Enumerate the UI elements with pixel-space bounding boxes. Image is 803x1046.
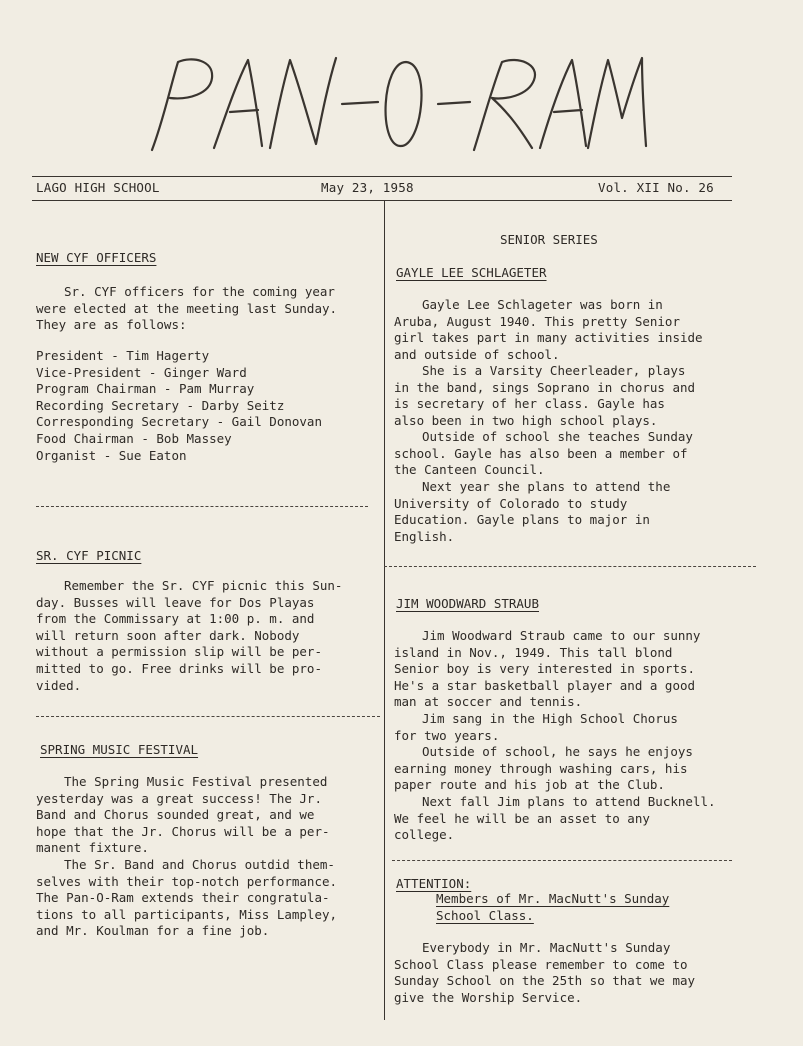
text-line: Members of Mr. MacNutt's Sunday [436, 891, 670, 906]
text-line: Aruba, August 1940. This pretty Senior [394, 313, 680, 329]
list-item: President - Tim Hagerty [36, 348, 210, 363]
jim-heading: JIM WOODWARD STRAUB [396, 596, 539, 611]
section-divider [392, 860, 732, 861]
gayle-heading: GAYLE LEE SCHLAGETER [396, 265, 547, 280]
text-line: will return soon after dark. Nobody [36, 627, 300, 643]
jim-body-2 [394, 711, 750, 744]
text-line: He's a star basketball player and a good [394, 677, 696, 693]
gayle-body-2 [394, 363, 750, 429]
list-item: Corresponding Secretary - Gail Donovan [36, 414, 322, 430]
text-line: Outside of school she teaches Sunday [422, 429, 693, 444]
text-line: Senior boy is very interested in sports. [394, 661, 696, 677]
text-line: Jim Woodward Straub came to our sunny [422, 628, 701, 643]
masthead-title [130, 48, 650, 156]
music-festival-body-2 [36, 857, 366, 940]
masthead-handdrawn-title [130, 48, 650, 156]
jim-body-4 [394, 794, 750, 844]
volume-number: Vol. XII No. 26 [598, 180, 714, 195]
text-line: School Class. [436, 907, 534, 923]
text-line: from the Commissary at 1:00 p. m. and [36, 611, 315, 627]
section-divider [36, 506, 368, 507]
text-line: Education. Gayle plans to major in [394, 512, 650, 528]
jim-body-1 [394, 628, 750, 711]
text-line: girl takes part in many activities inside [394, 330, 703, 346]
text-line: Next year she plans to attend the [422, 479, 671, 494]
text-line: island in Nov., 1949. This tall blond [394, 644, 673, 660]
picnic-heading: SR. CYF PICNIC [36, 548, 142, 563]
text-line: and Mr. Koulman for a fine job. [36, 923, 270, 939]
school-name: LAGO HIGH SCHOOL [36, 180, 160, 195]
header-bottom-rule [32, 200, 732, 201]
text-line: The Sr. Band and Chorus outdid them- [64, 857, 335, 872]
list-item: Vice-President - Ginger Ward [36, 364, 247, 380]
list-item: Food Chairman - Bob Massey [36, 430, 232, 446]
text-line: They are as follows: [36, 317, 187, 333]
text-line: the Canteen Council. [394, 462, 545, 478]
text-line: without a permission slip will be per- [36, 644, 322, 660]
text-line: hope that the Jr. Chorus will be a per- [36, 823, 330, 839]
gayle-body-3 [394, 429, 750, 479]
attention-heading: ATTENTION: [396, 876, 472, 891]
text-line: mitted to go. Free drinks will be pro- [36, 660, 322, 676]
header-top-rule [32, 176, 732, 177]
issue-date: May 23, 1958 [321, 180, 414, 195]
text-line: Outside of school, he says he enjoys [422, 744, 693, 759]
cyf-officers-heading: NEW CYF OFFICERS [36, 250, 157, 265]
text-line: University of Colorado to study [394, 495, 628, 511]
text-line: The Pan-O-Ram extends their congratula- [36, 890, 330, 906]
text-line: is secretary of her class. Gayle has [394, 396, 665, 412]
text-line: give the Worship Service. [394, 989, 583, 1005]
text-line: school. Gayle has also been a member of [394, 445, 688, 461]
attention-body [394, 940, 750, 1006]
section-divider [384, 566, 756, 567]
text-line: selves with their top-notch performance. [36, 873, 338, 889]
text-line: tions to all participants, Miss Lampley, [36, 906, 338, 922]
text-line: man at soccer and tennis. [394, 694, 583, 710]
text-line: The Spring Music Festival presented [64, 774, 328, 789]
text-line: English. [394, 528, 455, 544]
text-line: Remember the Sr. CYF picnic this Sun- [64, 578, 343, 593]
text-line: college. [394, 827, 455, 843]
music-festival-heading: SPRING MUSIC FESTIVAL [40, 742, 199, 757]
section-divider [36, 716, 380, 717]
text-line: Sunday School on the 25th so that we may [394, 973, 696, 989]
cyf-officers-intro [36, 284, 366, 334]
text-line: Sr. CYF officers for the coming year [64, 284, 335, 299]
column-divider [384, 200, 385, 1020]
text-line: Jim sang in the High School Chorus [422, 711, 678, 726]
text-line: Gayle Lee Schlageter was born in [422, 297, 663, 312]
text-line: vided. [36, 677, 82, 693]
text-line: School Class please remember to come to [394, 956, 688, 972]
text-line: Next fall Jim plans to attend Bucknell. [422, 794, 716, 809]
picnic-body [36, 578, 366, 694]
jim-body-3 [394, 744, 750, 794]
text-line: We feel he will be an asset to any [394, 810, 650, 826]
text-line: in the band, sings Soprano in chorus and [394, 379, 696, 395]
list-item: Organist - Sue Eaton [36, 447, 187, 463]
text-line: She is a Varsity Cheerleader, plays [422, 363, 686, 378]
text-line: yesterday was a great success! The Jr. [36, 790, 322, 806]
gayle-body-1 [394, 297, 750, 363]
list-item: Program Chairman - Pam Murray [36, 381, 255, 397]
attention-subheading [436, 891, 736, 924]
list-item: Recording Secretary - Darby Seitz [36, 397, 285, 413]
music-festival-body-1 [36, 774, 366, 857]
text-line: paper route and his job at the Club. [394, 777, 665, 793]
text-line: for two years. [394, 727, 500, 743]
text-line: were elected at the meeting last Sunday. [36, 300, 338, 316]
text-line: earning money through washing cars, his [394, 760, 688, 776]
text-line: and outside of school. [394, 346, 560, 362]
text-line: also been in two high school plays. [394, 412, 658, 428]
gayle-body-4 [394, 479, 750, 545]
officers-list [36, 348, 322, 464]
text-line: Band and Chorus sounded great, and we [36, 807, 315, 823]
text-line: manent fixture. [36, 840, 149, 856]
text-line: Everybody in Mr. MacNutt's Sunday [422, 940, 671, 955]
text-line: day. Busses will leave for Dos Playas [36, 594, 315, 610]
senior-series-title: SENIOR SERIES [500, 232, 598, 247]
